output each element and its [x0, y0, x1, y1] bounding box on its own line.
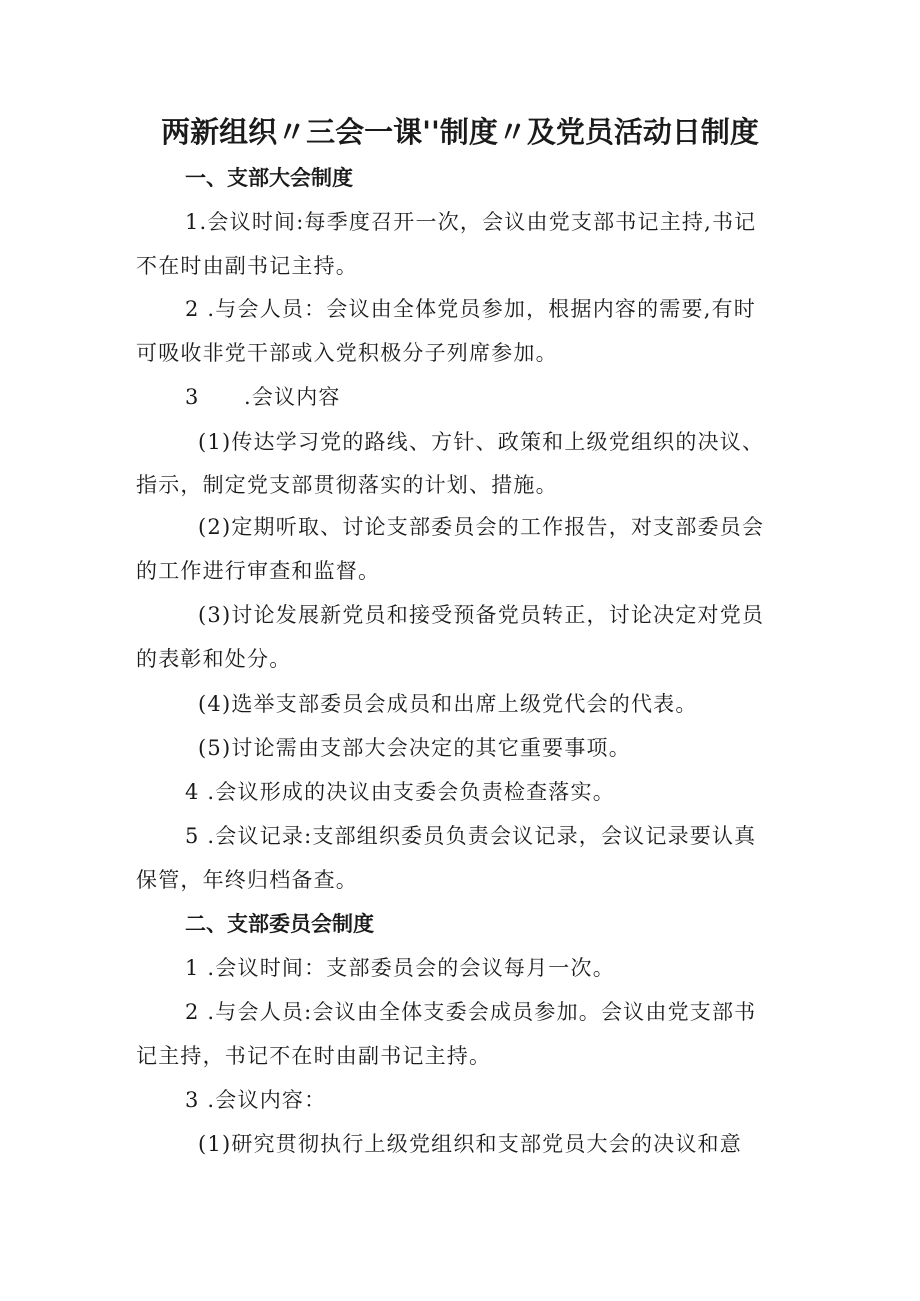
section-heading-branch-committee: 二、支部委员会制度 — [185, 912, 374, 936]
list-item-1-line2: 指示，制定党支部贯彻落实的计划、措施。 — [136, 473, 558, 497]
list-item-2-line1: (2)定期听取、讨论支部委员会的工作报告，对支部委员会 — [198, 515, 765, 539]
list-item-3-line1: (3)讨论发展新党员和接受预备党员转正，讨论决定对党员 — [198, 603, 765, 627]
paragraph-meeting-time-line2: 不在时由副书记主持。 — [136, 254, 358, 278]
paragraph-committee-attendees-line1: 2 .与会人员:会议由全体支委会成员参加。会议由党支部书 — [185, 1000, 757, 1024]
paragraph-attendees-line2: 可吸收非党干部或入党积极分子列席参加。 — [136, 341, 558, 365]
committee-list-item-1-line1: (1)研究贯彻执行上级党组织和支部党员大会的决议和意 — [198, 1132, 742, 1156]
list-item-2-line2: 的工作进行审查和监督。 — [136, 559, 381, 583]
section-heading-branch-general-meeting: 一、支部大会制度 — [185, 166, 353, 190]
paragraph-attendees-line1: 2 .与会人员：会议由全体党员参加，根据内容的需要,有时 — [185, 297, 756, 321]
paragraph-meeting-content: 3 .会议内容 — [185, 385, 341, 409]
paragraph-committee-meeting-content: 3 .会议内容： — [185, 1088, 327, 1112]
paragraph-meeting-time-line1: 1.会议时间:每季度召开一次，会议由党支部书记主持,书记 — [185, 210, 757, 234]
list-item-1-line1: (1)传达学习党的路线、方针、政策和上级党组织的决议、 — [198, 430, 765, 454]
paragraph-resolution-followup: 4 .会议形成的决议由支委会负责检查落实。 — [185, 780, 615, 804]
list-item-3-line2: 的表彰和处分。 — [136, 647, 292, 671]
paragraph-meeting-records-line2: 保管，年终归档备查。 — [136, 868, 358, 892]
paragraph-committee-meeting-time: 1 .会议时间：支部委员会的会议每月一次。 — [185, 956, 615, 980]
list-item-5: (5)讨论需由支部大会决定的其它重要事项。 — [198, 736, 631, 760]
paragraph-committee-attendees-line2: 记主持，书记不在时由副书记主持。 — [136, 1044, 492, 1068]
list-item-4: (4)选举支部委员会成员和出席上级党代会的代表。 — [198, 692, 698, 716]
document-title: 两新组织〃三会一课''制度〃及党员活动日制度 — [161, 115, 759, 149]
paragraph-meeting-records-line1: 5 .会议记录:支部组织委员负责会议记录，会议记录要认真 — [185, 824, 757, 848]
